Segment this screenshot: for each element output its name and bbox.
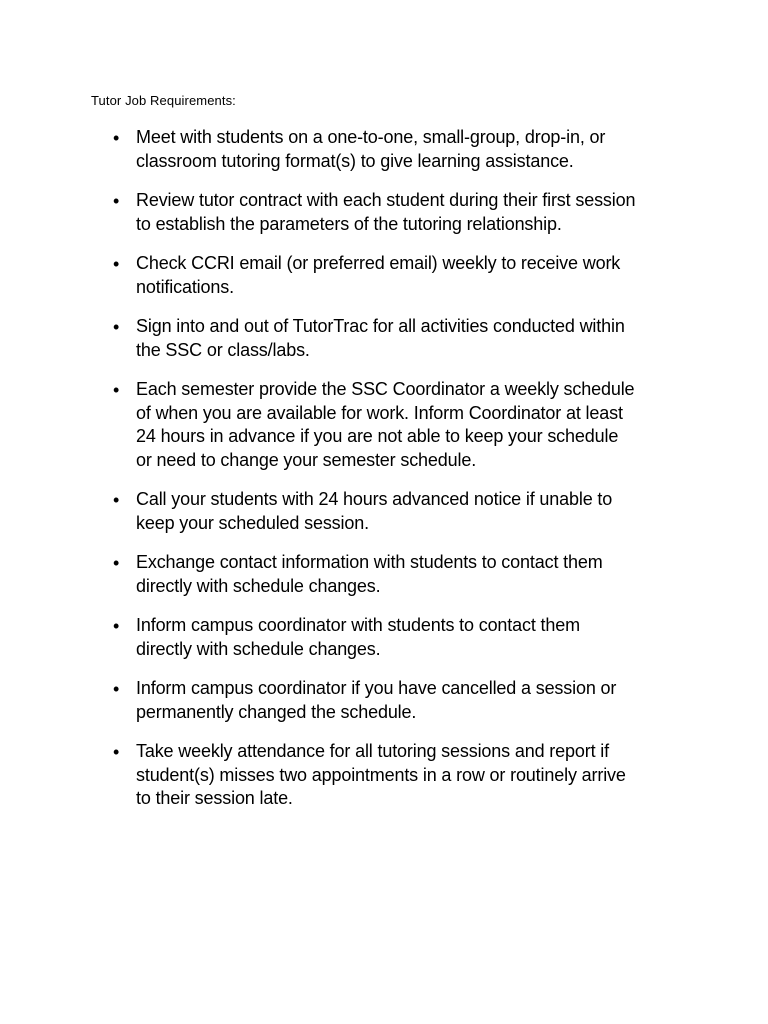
requirement-text: Meet with students on a one-to-one, small-group, drop-in, or classroom tutoring format(s) to give learning assistance. bbox=[136, 127, 606, 171]
requirement-item bbox=[0, 126, 768, 173]
requirements-list bbox=[0, 126, 768, 827]
requirement-text: Take weekly attendance for all tutoring sessions and report if student(s) misses two appointments in a row or routinely arrive to their session late. bbox=[136, 741, 626, 808]
requirement-item bbox=[0, 315, 768, 362]
requirement-item bbox=[0, 614, 768, 661]
bullet-icon: • bbox=[113, 553, 120, 573]
bullet-icon: • bbox=[113, 616, 120, 636]
bullet-icon: • bbox=[113, 490, 120, 510]
requirement-item bbox=[0, 378, 768, 472]
requirement-text: Inform campus coordinator if you have cancelled a session or permanently changed the schedule. bbox=[136, 678, 617, 722]
requirement-item bbox=[0, 551, 768, 598]
requirement-item bbox=[0, 189, 768, 236]
requirement-text: Each semester provide the SSC Coordinator a weekly schedule of when you are available for work. Inform Coordinator at least 24 hours in advance if you are not able to keep your schedule or need to change your semester schedule. bbox=[136, 379, 635, 470]
bullet-icon: • bbox=[113, 128, 120, 148]
requirement-text: Sign into and out of TutorTrac for all activities conducted within the SSC or class/labs. bbox=[136, 316, 625, 360]
bullet-icon: • bbox=[113, 254, 120, 274]
requirement-item bbox=[0, 488, 768, 535]
requirement-item bbox=[0, 677, 768, 724]
document-heading: Tutor Job Requirements: bbox=[91, 93, 236, 108]
requirement-text: Review tutor contract with each student during their first session to establish the parameters of the tutoring relationship. bbox=[136, 190, 636, 234]
requirement-text: Exchange contact information with students to contact them directly with schedule changes. bbox=[136, 552, 603, 596]
bullet-icon: • bbox=[113, 317, 120, 337]
bullet-icon: • bbox=[113, 191, 120, 211]
bullet-icon: • bbox=[113, 679, 120, 699]
requirement-text: Call your students with 24 hours advanced notice if unable to keep your scheduled session. bbox=[136, 489, 613, 533]
requirement-item bbox=[0, 252, 768, 299]
requirement-text: Check CCRI email (or preferred email) weekly to receive work notifications. bbox=[136, 253, 621, 297]
bullet-icon: • bbox=[113, 380, 120, 400]
requirement-text: Inform campus coordinator with students to contact them directly with schedule changes. bbox=[136, 615, 580, 659]
bullet-icon: • bbox=[113, 742, 120, 762]
requirement-item bbox=[0, 740, 768, 811]
